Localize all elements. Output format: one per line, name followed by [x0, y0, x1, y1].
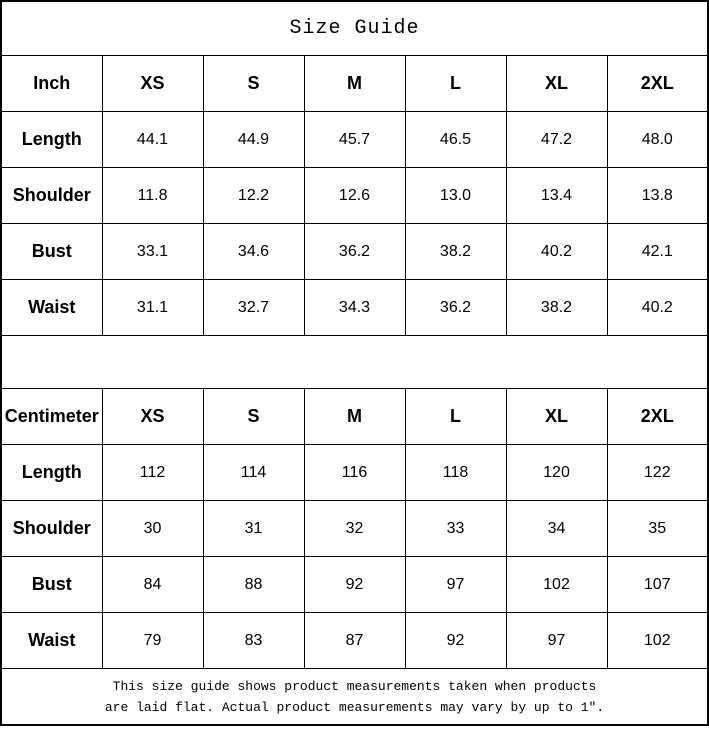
table-row-cm-shoulder: [1, 501, 708, 557]
measurement-value: 47.2: [506, 112, 607, 168]
size-header-xl: XL: [506, 56, 607, 112]
measurement-value: 34.6: [203, 224, 304, 280]
measurement-value: 118: [405, 445, 506, 501]
measurement-value: 12.2: [203, 168, 304, 224]
table-row-inch-shoulder: [1, 168, 708, 224]
measurement-value: 112: [102, 445, 203, 501]
size-header-2xl: 2XL: [607, 389, 708, 445]
size-header-xs: XS: [102, 56, 203, 112]
measurement-value: 87: [304, 613, 405, 669]
title-row: [1, 1, 708, 56]
measurement-value: 12.6: [304, 168, 405, 224]
measurement-label: Bust: [1, 557, 102, 613]
spacer-row: [1, 336, 708, 389]
measurement-value: 33: [405, 501, 506, 557]
measurement-value: 13.8: [607, 168, 708, 224]
measurement-label: Waist: [1, 613, 102, 669]
measurement-value: 97: [506, 613, 607, 669]
inch-header-row: [1, 56, 708, 112]
measurement-value: 84: [102, 557, 203, 613]
measurement-value: 34.3: [304, 280, 405, 336]
measurement-label: Length: [1, 112, 102, 168]
measurement-label: Shoulder: [1, 501, 102, 557]
measurement-value: 35: [607, 501, 708, 557]
footer-note: [1, 669, 708, 726]
footer-row: [1, 669, 708, 726]
spacer-cell: [1, 336, 708, 389]
measurement-value: 40.2: [506, 224, 607, 280]
size-header-m: M: [304, 56, 405, 112]
measurement-value: 120: [506, 445, 607, 501]
measurement-value: 13.4: [506, 168, 607, 224]
measurement-value: 30: [102, 501, 203, 557]
footer-note-line-1: This size guide shows product measurements taken when products: [112, 678, 597, 694]
size-header-s: S: [203, 389, 304, 445]
table-row-cm-waist: [1, 613, 708, 669]
measurement-value: 11.8: [102, 168, 203, 224]
measurement-label: Length: [1, 445, 102, 501]
measurement-value: 79: [102, 613, 203, 669]
size-header-m: M: [304, 389, 405, 445]
measurement-value: 32.7: [203, 280, 304, 336]
measurement-value: 32: [304, 501, 405, 557]
measurement-value: 97: [405, 557, 506, 613]
measurement-value: 46.5: [405, 112, 506, 168]
measurement-value: 92: [405, 613, 506, 669]
measurement-value: 38.2: [405, 224, 506, 280]
measurement-value: 107: [607, 557, 708, 613]
table-row-cm-length: [1, 445, 708, 501]
size-header-l: L: [405, 389, 506, 445]
centimeter-header-row: [1, 389, 708, 445]
measurement-value: 40.2: [607, 280, 708, 336]
size-header-xl: XL: [506, 389, 607, 445]
measurement-label: Waist: [1, 280, 102, 336]
measurement-value: 44.9: [203, 112, 304, 168]
measurement-label: Bust: [1, 224, 102, 280]
measurement-value: 122: [607, 445, 708, 501]
table-row-cm-bust: [1, 557, 708, 613]
measurement-value: 102: [506, 557, 607, 613]
measurement-value: 48.0: [607, 112, 708, 168]
measurement-label: Shoulder: [1, 168, 102, 224]
table-row-inch-waist: [1, 280, 708, 336]
page-title: Size Guide: [1, 1, 708, 56]
table-row-inch-length: [1, 112, 708, 168]
measurement-value: 45.7: [304, 112, 405, 168]
size-header-l: L: [405, 56, 506, 112]
measurement-value: 44.1: [102, 112, 203, 168]
size-header-s: S: [203, 56, 304, 112]
measurement-value: 116: [304, 445, 405, 501]
measurement-value: 13.0: [405, 168, 506, 224]
measurement-value: 114: [203, 445, 304, 501]
measurement-value: 31: [203, 501, 304, 557]
size-header-xs: XS: [102, 389, 203, 445]
measurement-value: 92: [304, 557, 405, 613]
measurement-value: 38.2: [506, 280, 607, 336]
measurement-value: 36.2: [405, 280, 506, 336]
measurement-value: 88: [203, 557, 304, 613]
footer-note-line-2: are laid flat. Actual product measurements may vary by up to 1″.: [104, 699, 605, 715]
measurement-value: 34: [506, 501, 607, 557]
measurement-value: 33.1: [102, 224, 203, 280]
size-header-2xl: 2XL: [607, 56, 708, 112]
unit-header-inch: Inch: [1, 56, 102, 112]
measurement-value: 83: [203, 613, 304, 669]
unit-header-centimeter: Centimeter: [1, 389, 102, 445]
measurement-value: 31.1: [102, 280, 203, 336]
measurement-value: 102: [607, 613, 708, 669]
measurement-value: 36.2: [304, 224, 405, 280]
table-row-inch-bust: [1, 224, 708, 280]
measurement-value: 42.1: [607, 224, 708, 280]
